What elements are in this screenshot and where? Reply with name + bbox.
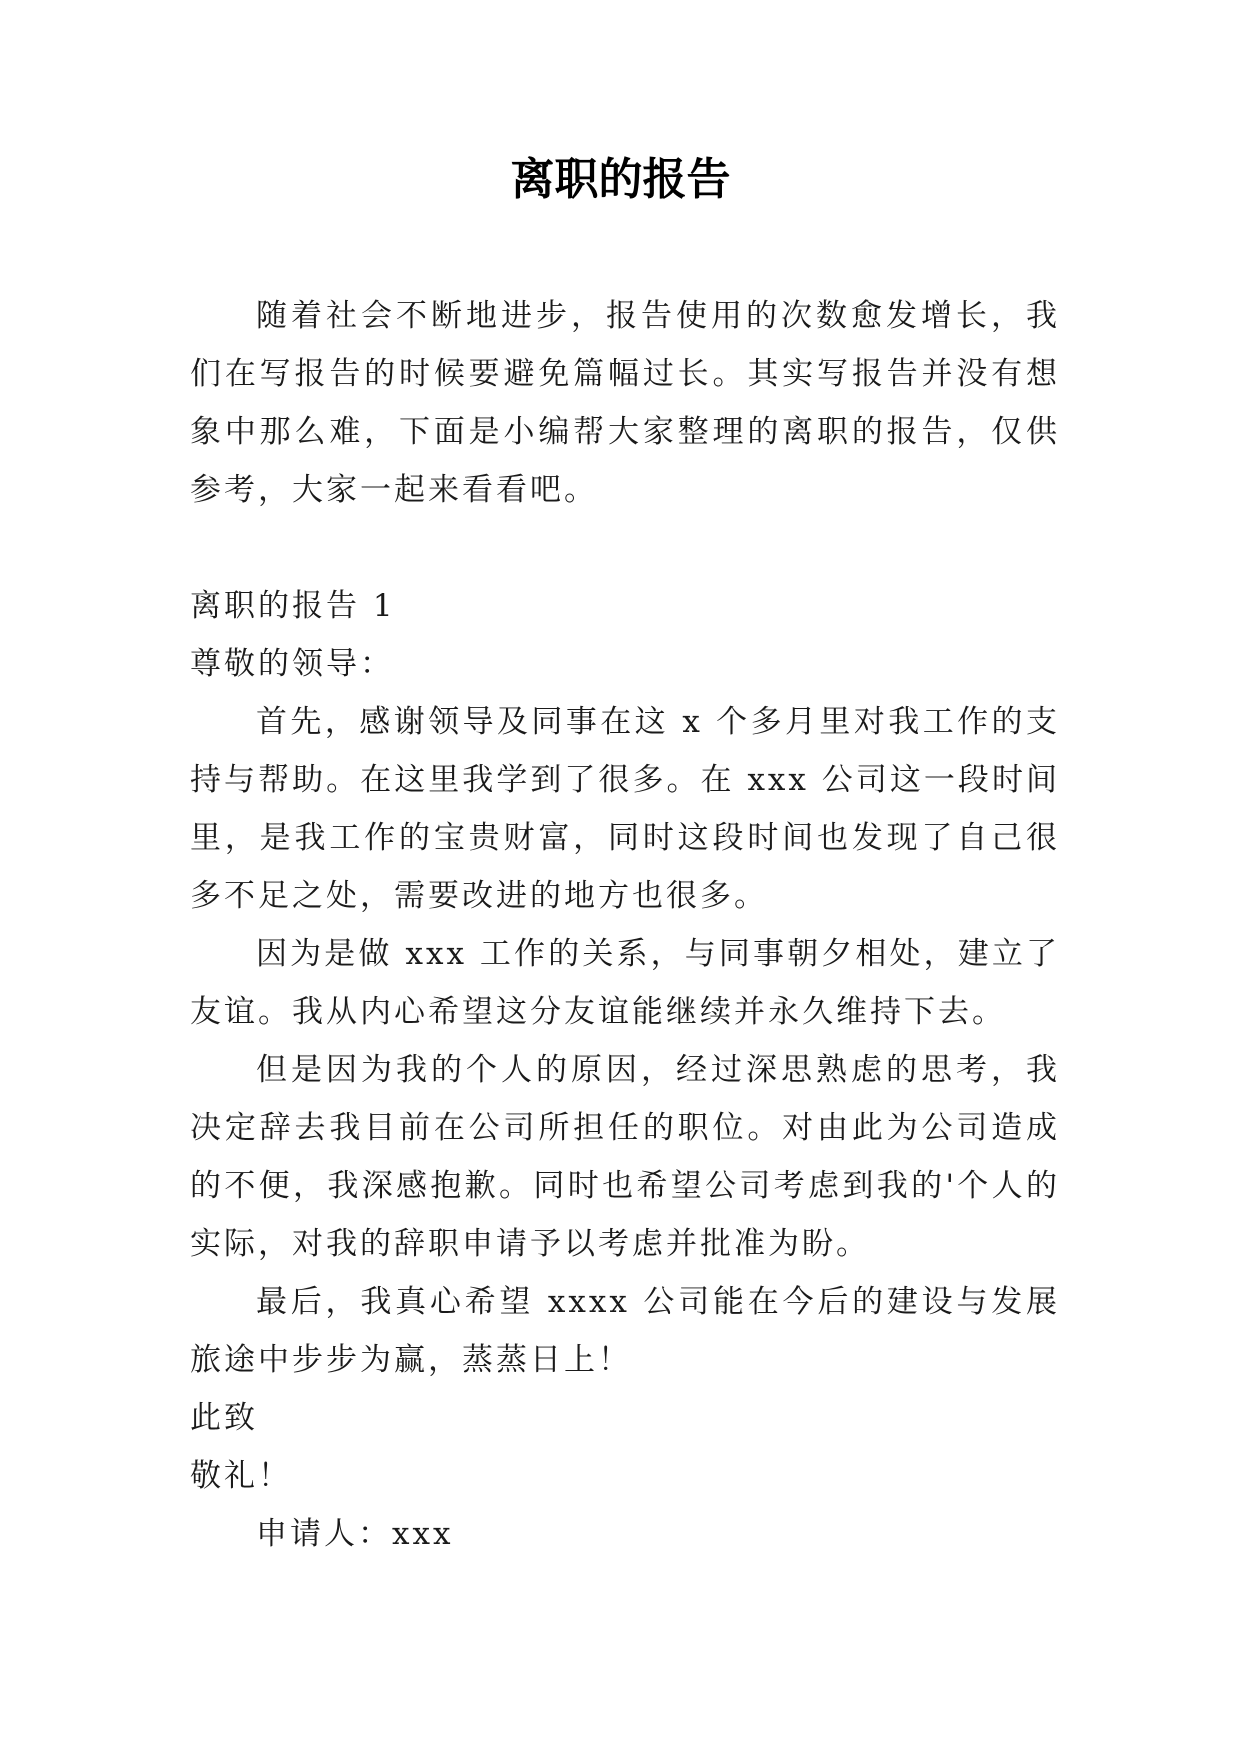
body-paragraph: 最后，我真心希望 xxxx 公司能在今后的建设与发展旅途中步步为赢，蒸蒸日上！ [190,1284,1060,1378]
section-heading: 离职的报告 1 [190,588,396,624]
paragraph-spacer [190,519,1060,577]
page-title: 离职的报告 [510,154,731,205]
closing-line: 此致 [190,1400,258,1436]
signature-line: 申请人：xxx [256,1516,454,1552]
closing-regards: 敬礼！ [190,1458,292,1494]
document-body [190,287,1060,1563]
body-paragraph: 但是因为我的个人的原因，经过深思熟虑的思考，我决定辞去我目前在公司所担任的职位。对由此为公司造成的不便，我深感抱歉。同时也希望公司考虑到我的'个人的实际，对我的辞职申请予以考虑并批准为盼。 [190,1052,1060,1262]
intro-paragraph: 随着社会不断地进步，报告使用的次数愈发增长，我们在写报告的时候要避免篇幅过长。其实写报告并没有想象中那么难，下面是小编帮大家整理的离职的报告，仅供参考，大家一起来看看吧。 [190,298,1060,508]
body-paragraph: 因为是做 xxx 工作的关系，与同事朝夕相处，建立了友谊。我从内心希望这分友谊能继续并永久维持下去。 [190,936,1060,1030]
body-paragraph: 首先，感谢领导及同事在这 x 个多月里对我工作的支持与帮助。在这里我学到了很多。在 xxx 公司这一段时间里，是我工作的宝贵财富，同时这段时间也发现了自己很多不足之处，需要改进的地方也很多。 [190,704,1060,914]
salutation: 尊敬的领导： [190,646,394,682]
